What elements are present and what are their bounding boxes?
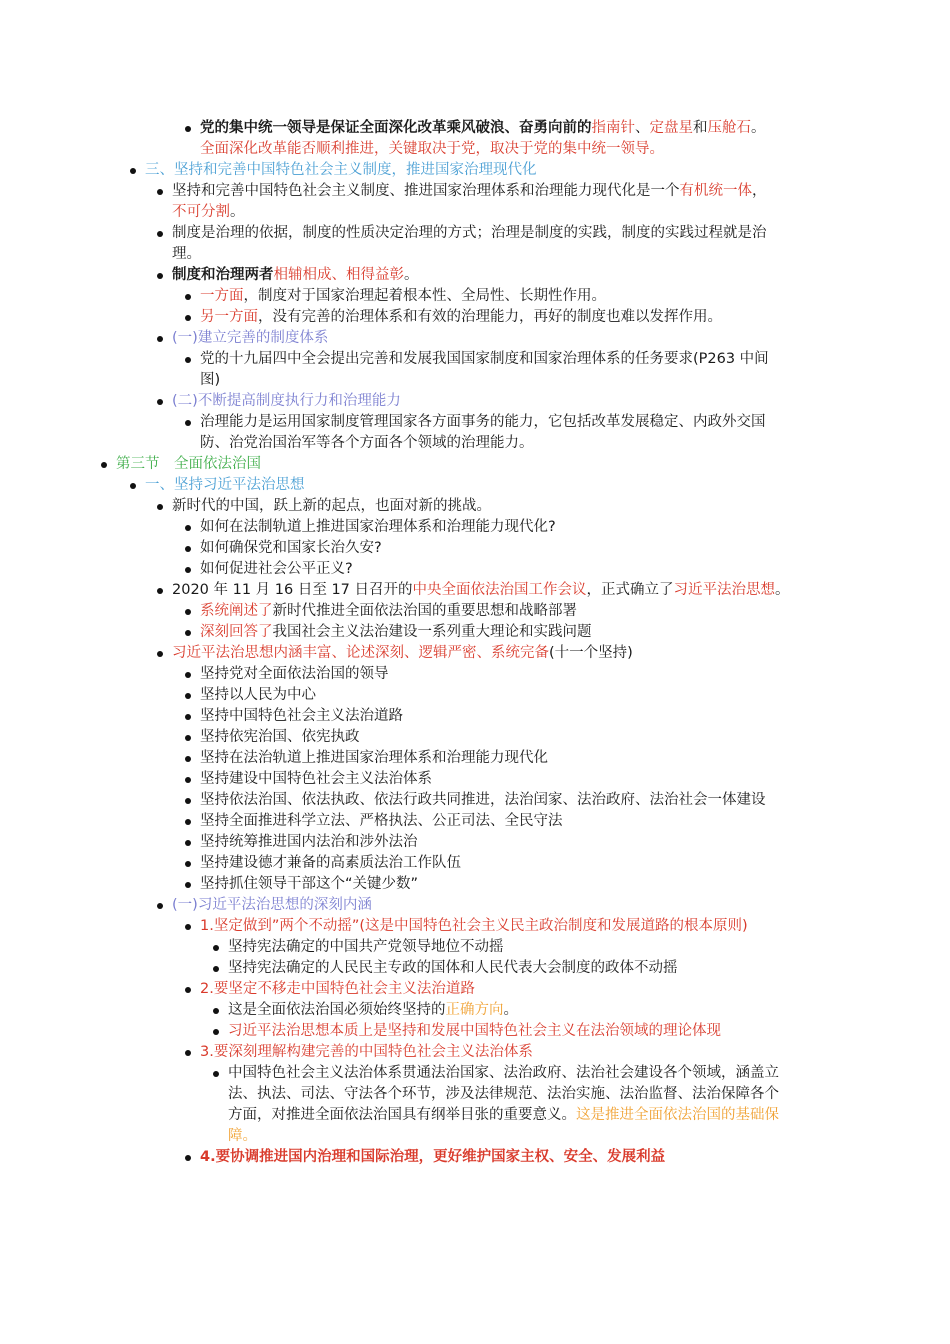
- text-segment: 图): [200, 372, 221, 388]
- text-segment: 坚持建设中国特色社会主义法治体系: [200, 771, 432, 787]
- bullet-icon: [185, 630, 191, 636]
- bullet-icon: [185, 546, 191, 552]
- bullet-icon: [185, 357, 191, 363]
- text-segment: 一方面: [200, 288, 244, 304]
- list-item: [200, 748, 548, 769]
- bullet-icon: [185, 672, 191, 678]
- bullet-icon: [157, 336, 163, 342]
- bullet-icon: [185, 987, 191, 993]
- list-item: [200, 769, 432, 790]
- list-item: [200, 706, 403, 727]
- list-item: [228, 958, 678, 979]
- text-segment: 习近平法治思想: [673, 582, 776, 598]
- text-segment: 深刻回答了: [200, 624, 273, 640]
- text-segment: 障。: [228, 1128, 257, 1144]
- bullet-icon: [185, 840, 191, 846]
- bullet-icon: [185, 567, 191, 573]
- list-item: [200, 790, 766, 811]
- text-segment: 这是全面依法治国必须始终坚持的: [228, 1002, 446, 1018]
- text-segment: 习近平法治思想本质上是坚持和发展中国特色社会主义在法治领域的理论体现: [228, 1023, 721, 1039]
- bullet-icon: [185, 861, 191, 867]
- bullet-icon: [157, 651, 163, 657]
- text-segment: 2020 年 11 月 16 日至 17 日召开的: [172, 582, 413, 598]
- text-segment: 坚持全面推进科学立法、严格执法、公正司法、全民守法: [200, 813, 563, 829]
- list-item: [200, 349, 769, 370]
- bullet-icon: [185, 924, 191, 930]
- bullet-icon: [185, 693, 191, 699]
- list-item: [200, 118, 766, 139]
- list-item: [172, 496, 491, 517]
- list-item-continuation: [200, 139, 664, 160]
- list-item: [200, 874, 418, 895]
- list-item: [228, 937, 504, 958]
- text-segment: 坚持中国特色社会主义法治道路: [200, 708, 403, 724]
- text-segment: 不可分割: [172, 204, 230, 220]
- text-segment: 3.要深刻理解构建完善的中国特色社会主义法治体系: [200, 1044, 533, 1060]
- text-segment: 2.要坚定不移走中国特色社会主义法治道路: [200, 981, 475, 997]
- list-item: [200, 832, 418, 853]
- bullet-icon: [185, 777, 191, 783]
- text-segment: (一)习近平法治思想的深刻内涵: [172, 897, 372, 913]
- text-segment: 。: [503, 1002, 518, 1018]
- bullet-icon: [213, 966, 219, 972]
- text-segment: 坚持统筹推进国内法治和涉外法治: [200, 834, 418, 850]
- text-segment: 坚持依宪治国、依宪执政: [200, 729, 360, 745]
- bullet-icon: [213, 1071, 219, 1077]
- bullet-icon: [185, 315, 191, 321]
- text-segment: 坚持和完善中国特色社会主义制度、推进国家治理体系和治理能力现代化是一个: [172, 183, 680, 199]
- text-segment: 防、治党治国治军等各个方面各个领域的治理能力。: [200, 435, 534, 451]
- bullet-icon: [185, 735, 191, 741]
- list-item: [228, 1063, 779, 1084]
- text-segment: 如何促进社会公平正义?: [200, 561, 353, 577]
- bullet-icon: [213, 1029, 219, 1035]
- list-item: [200, 853, 461, 874]
- text-segment: 压舱石: [707, 120, 751, 136]
- bullet-icon: [185, 798, 191, 804]
- text-segment: 中央全面依法治国工作会议: [412, 582, 587, 598]
- text-segment: (一)建立完善的制度体系: [172, 330, 329, 346]
- list-item-continuation: [200, 433, 534, 454]
- list-item: [200, 685, 316, 706]
- text-segment: 党的集中统一领导是保证全面深化改革乘风破浪、奋勇向前的: [200, 120, 592, 136]
- list-item-continuation: [228, 1126, 257, 1147]
- list-item: [200, 811, 563, 832]
- text-segment: (二)不断提高制度执行力和治理能力: [172, 393, 401, 409]
- bullet-icon: [157, 273, 163, 279]
- bullet-icon: [185, 882, 191, 888]
- list-item-continuation: [228, 1084, 779, 1105]
- bullet-icon: [130, 168, 136, 174]
- list-item-continuation: [200, 370, 220, 391]
- list-item: [228, 1000, 518, 1021]
- text-segment: 法、执法、司法、守法各个环节，涉及法律规范、法治实施、法治监督、法治保障各个: [228, 1086, 779, 1102]
- list-item: [200, 559, 353, 580]
- list-item: [228, 1021, 721, 1042]
- text-segment: 三、坚持和完善中国特色社会主义制度，推进国家治理现代化: [145, 162, 537, 178]
- text-segment: 坚持在法治轨道上推进国家治理体系和治理能力现代化: [200, 750, 548, 766]
- list-item: [200, 916, 748, 937]
- list-item-continuation: [228, 1105, 779, 1126]
- bullet-icon: [213, 1008, 219, 1014]
- bullet-icon: [185, 609, 191, 615]
- bullet-icon: [185, 525, 191, 531]
- list-item: [200, 1147, 665, 1168]
- text-segment: 习近平法治思想内涵丰富、论述深刻、逻辑严密、系统完备: [172, 645, 549, 661]
- list-item: [200, 517, 556, 538]
- text-segment: 。: [230, 204, 245, 220]
- list-item: [200, 412, 766, 433]
- list-item: [145, 475, 305, 496]
- text-segment: 新时代推进全面依法治国的重要思想和战略部署: [272, 603, 577, 619]
- text-segment: 指南针: [591, 120, 635, 136]
- text-segment: 制度是治理的依据，制度的性质决定治理的方式；治理是制度的实践，制度的实践过程就是治: [172, 225, 767, 241]
- bullet-icon: [101, 462, 107, 468]
- text-segment: 相辅相成、相得益彰: [273, 267, 404, 283]
- text-segment: 有机统一体: [679, 183, 752, 199]
- list-item-continuation: [172, 202, 245, 223]
- text-segment: 和: [693, 120, 708, 136]
- text-segment: 制度和治理两者: [172, 267, 274, 283]
- text-segment: 一、坚持习近平法治思想: [145, 477, 305, 493]
- list-item: [172, 391, 401, 412]
- bullet-icon: [185, 714, 191, 720]
- list-item: [200, 538, 382, 559]
- bullet-icon: [185, 1050, 191, 1056]
- text-segment: 这是推进全面依法治国的基础保: [576, 1107, 779, 1123]
- text-segment: 中国特色社会主义法治体系贯通法治国家、法治政府、法治社会建设各个领域，涵盖立: [228, 1065, 779, 1081]
- list-item: [172, 328, 328, 349]
- list-item: [200, 307, 722, 328]
- text-segment: 。: [404, 267, 419, 283]
- text-segment: 全面深化改革能否顺利推进，关键取决于党，取决于党的集中统一领导。: [200, 141, 664, 157]
- text-segment: 我国社会主义法治建设一系列重大理论和实践问题: [272, 624, 592, 640]
- bullet-icon: [130, 483, 136, 489]
- list-item: [145, 160, 537, 181]
- list-item: [200, 601, 577, 622]
- text-segment: ，没有完善的治理体系和有效的治理能力，再好的制度也难以发挥作用。: [258, 309, 722, 325]
- text-segment: 新时代的中国，跃上新的起点，也面对新的挑战。: [172, 498, 491, 514]
- text-segment: 、: [635, 120, 650, 136]
- text-segment: ，: [752, 183, 767, 199]
- text-segment: 坚持宪法确定的中国共产党领导地位不动摇: [228, 939, 504, 955]
- bullet-icon: [185, 756, 191, 762]
- list-item: [172, 643, 633, 664]
- text-segment: 坚持建设德才兼备的高素质法治工作队伍: [200, 855, 461, 871]
- bullet-icon: [213, 945, 219, 951]
- text-segment: 坚持党对全面依法治国的领导: [200, 666, 389, 682]
- text-segment: 坚持抓住领导干部这个“关键少数”: [200, 876, 419, 892]
- list-item: [200, 979, 475, 1000]
- list-item: [172, 265, 419, 286]
- list-item: [172, 580, 790, 601]
- list-item: [200, 1042, 533, 1063]
- bullet-icon: [157, 231, 163, 237]
- text-segment: (十一个坚持): [549, 645, 633, 661]
- list-item: [172, 895, 372, 916]
- text-segment: 坚持以人民为中心: [200, 687, 316, 703]
- text-segment: ，制度对于国家治理起着根本性、全局性、长期性作用。: [243, 288, 606, 304]
- bullet-icon: [185, 420, 191, 426]
- text-segment: 定盘星: [649, 120, 693, 136]
- bullet-icon: [157, 504, 163, 510]
- bullet-icon: [157, 903, 163, 909]
- list-item: [116, 454, 261, 475]
- bullet-icon: [185, 1155, 191, 1161]
- text-segment: 4.要协调推进国内治理和国际治理，更好维护国家主权、安全、发展利益: [200, 1149, 666, 1165]
- text-segment: 正确方向: [445, 1002, 504, 1018]
- bullet-icon: [157, 588, 163, 594]
- bullet-icon: [185, 126, 191, 132]
- bullet-icon: [157, 399, 163, 405]
- list-item: [200, 286, 606, 307]
- bullet-icon: [185, 294, 191, 300]
- text-segment: 。: [775, 582, 790, 598]
- bullet-icon: [185, 819, 191, 825]
- list-item-continuation: [172, 244, 201, 265]
- text-segment: 治理能力是运用国家制度管理国家各方面事务的能力，它包括改革发展稳定、内政外交国: [200, 414, 766, 430]
- text-segment: 如何在法制轨道上推进国家治理体系和治理能力现代化?: [200, 519, 556, 535]
- text-segment: 党的十九届四中全会提出完善和发展我国国家制度和国家治理体系的任务要求(P263 中间: [200, 351, 769, 367]
- text-segment: 第三节 全面依法治国: [116, 456, 261, 472]
- text-segment: 坚持依法治国、依法执政、依法行政共同推进，法治闰家、法治政府、法治社会一体建设: [200, 792, 766, 808]
- text-segment: 。: [751, 120, 766, 136]
- text-segment: 1.坚定做到”两个不动摇”(这是中国特色社会主义民主政治制度和发展道路的根本原则): [200, 918, 748, 934]
- bullet-icon: [157, 189, 163, 195]
- text-segment: ，正式确立了: [586, 582, 674, 598]
- text-segment: 理。: [172, 246, 201, 262]
- list-item: [172, 181, 767, 202]
- list-item: [172, 223, 767, 244]
- text-segment: 系统阐述了: [200, 603, 273, 619]
- text-segment: 另一方面: [200, 309, 258, 325]
- list-item: [200, 622, 592, 643]
- text-segment: 坚持宪法确定的人民民主专政的国体和人民代表大会制度的政体不动摇: [228, 960, 678, 976]
- list-item: [200, 664, 389, 685]
- text-segment: 如何确保党和国家长治久安?: [200, 540, 382, 556]
- text-segment: 方面，对推进全面依法治国具有纲举目张的重要意义。: [228, 1107, 576, 1123]
- list-item: [200, 727, 360, 748]
